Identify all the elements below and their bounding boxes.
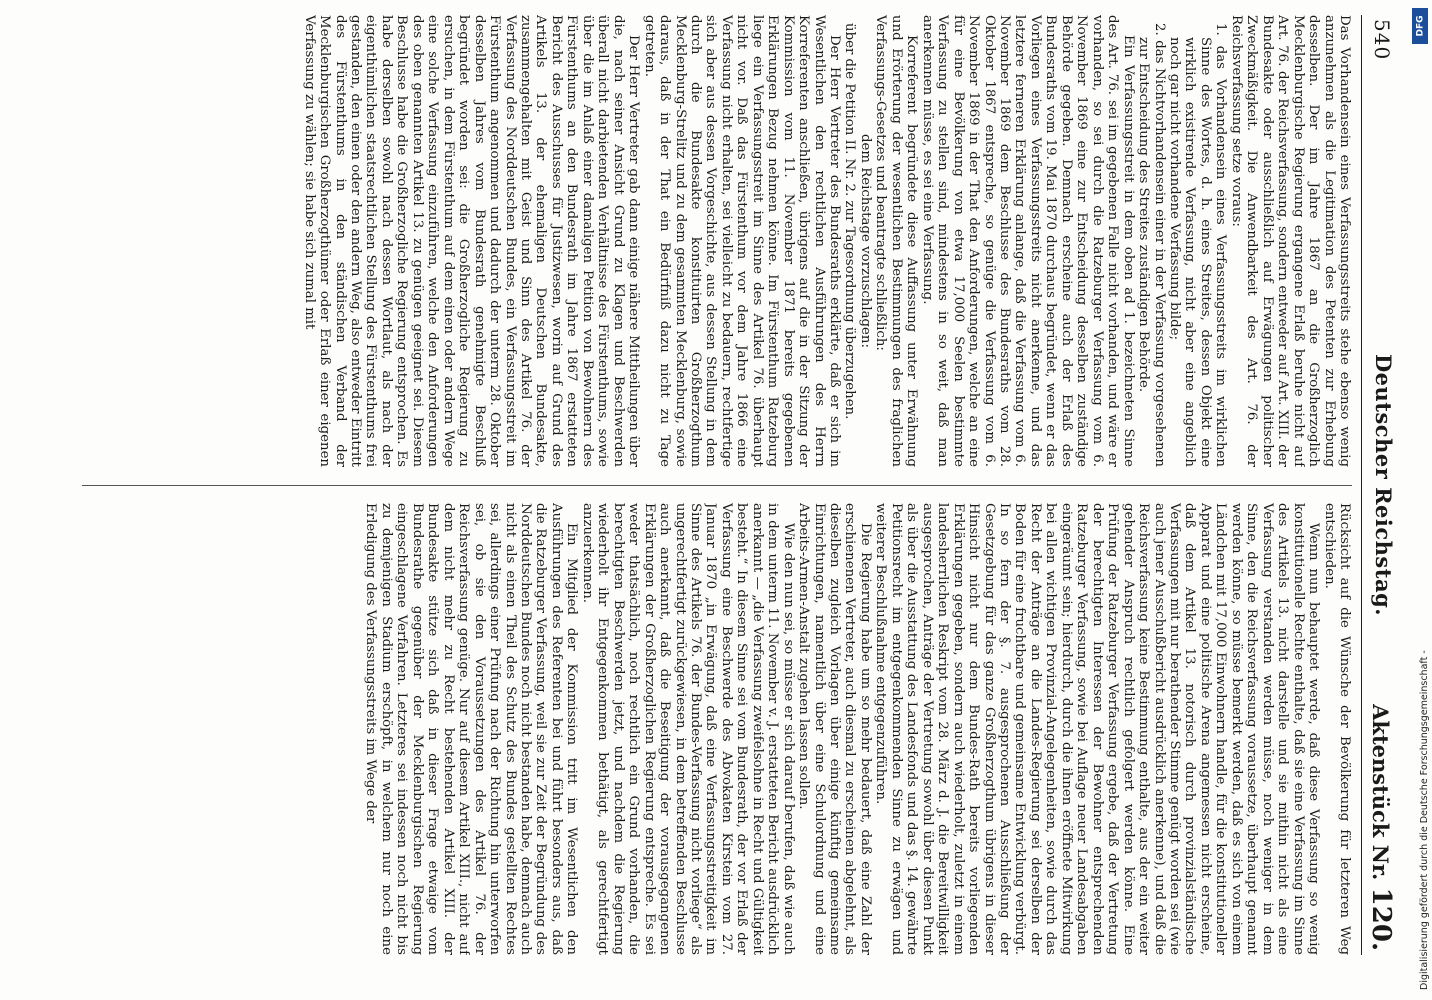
- left-text-column: [82, 15, 1352, 467]
- column-divider: [82, 485, 1352, 486]
- paragraph: Korreferent begründete diese Auffassung unter Erwähnung und Erörterung der wesentlichen Bestimmungen des fraglichen Verfassungs-Gesetzes und beantragte schließlich:: [873, 15, 920, 467]
- digitization-credit: Digitalisierung gefördert durch die Deutsche Forschungsgemeinschaft -: [1419, 650, 1430, 990]
- paragraph: Wenn nun behauptet werde, daß diese Verfassung so wenig konstitutionelle Rechte enthalte, daß sie eine Verfassung im Sinne des Artikels 13. nicht darstelle und sie mithin nicht als eine Verfassung verstanden werden müsse, noch weniger in dem Sinne, den die Reichsverfassung voraussetze, überhaupt genannt werden könne, so müsse bemerkt werden, daß es sich von einem Ländchen mit 17,000 Einwohnern handle, für die konstitutioneller Apparat und eine politische Arena angemessen nicht erscheine, daß dem Artikel 13. notorisch durch provinzialständische Verfassungen mit nur berathender Stimme genügt worden sei (wie auch jener Ausschußbericht ausdrücklich anerkenne), und daß die Reichsverfassung keine Bestimmung enthalte, aus der ein weiter gehender Anspruch rechtlich gefolgert werden könne. Eine Prüfung der Ratzeburger Verfassung ergebe, daß der Vertretung der berechtigten Interessen der Bewohner entsprechenden Ratzeburger Verfassung, sowie bei Auflage neuer Landesabgaben eingeräumt sein; hierdurch, durch die ihnen eröffnete Mitwirkung bei allen wichtigen Provinzial-Angelegenheiten, sowie durch das Recht der Anträge an die Landes-Regierung sei derselben der Boden für eine fruchtbare und gemeinsame Entwicklung verbürgt. In so fern der §. 7. ausgesprochenen Ausschließung der Gesetzgebung für das ganze Großherzogthum übrigens in dieser Hinsicht nicht nur dem Bundes-Rath bereits vorliegenden Erklärungen gegeben, sondern auch wiederholt, zuletzt in einem landesherrlichen Reskript vom 28. März d. J. die Bereitwilligkeit ausgesprochen, Anträge der Vertretung sowohl über diesen Punkt als über die Ausstattung des Landesfonds und das §. 14. gewährte Petitionsrecht im entgegenkommenden Sinne zu erwägen und weiterer Beschlußnahme entgegenzuführen.: [873, 503, 1322, 955]
- journal-title: Deutscher Reichstag.: [1371, 353, 1396, 617]
- document-label: [1366, 704, 1396, 951]
- paragraph: Wie den nun sei, so müsse er sich darauf berufen, daß wie auch in dem unterm 11. November v. J. erstatteten Bericht ausdrücklich anerkannt — „die Verfassung zweifelsohne in Recht und Gültigkeit besteht.“ In diesem Sinne sei vom Bundesrath, der vor Erlaß der Verfassung eine Beschwerde des Abvokaten Kirstein vom 27. Januar 1870 „in Erwägung, daß eine Verfassungsstreitigkeit im Sinne des Artikels 76. der Bundes-Verfassung nicht vorliege“ als ungerechtfertigt zurückgewiesen, in dem betreffenden Beschlusse auch anerkannt, daß die Beseitigung der vorausgegangenen Erklärungen der Großherzoglichen Regierung entspreche. Es sei weder thatsächlich, noch rechtlich ein Grund vorhanden, die berechtigten Beschwerden jetzt, und nachdem die Regierung wiederholt ihr Entgegenkommen bethätigt, als gerechtfertigt anzuerkennen.: [579, 503, 796, 955]
- dfg-logo: [1412, 8, 1428, 44]
- list-item: über die Petition II. Nr. 2. zur Tagesordnung überzugehen.: [842, 23, 858, 420]
- paragraph: Rücksicht auf die Wünsche der Bevölkerung für letzteren Weg entschieden.: [1321, 503, 1352, 955]
- document-label-text: Aktenstück Nr.: [1368, 704, 1393, 881]
- right-text-column: [82, 503, 1352, 955]
- page-header: [1361, 15, 1402, 955]
- paragraph: Ein Verfassungsstreit in dem oben ad 1. bezeichneten Sinne des Art. 76. sei im gegebenen Falle nicht vorhanden, und wäre er vorhanden, so sei durch die Ratzeburger Verfassung vom 6. November 1869 eine zur Entscheidung desselben zuständige Behörde gegeben. Demnach erscheine auch der Erlaß des Bundesraths vom 19. Mai 1870 durchaus begründet, wenn er das Vorliegen eines Verfassungsstreits nicht anerkenne, und das letztere ferneren Erklärung anlange, daß die Verfassung vom 6. November 1869 dem Beschlusse des Bundesraths vom 28. Oktober 1867 entspreche, so genüge die Verfassung vom 6. November 1869 in der That den Anforderungen, welche an eine für eine Bevölkerung von etwa 17,000 Seelen bestimmte Verfassung zu stellen sind, mindestens in so weit, daß man anerkennen müsse, es sei eine Verfassung.: [919, 15, 1136, 467]
- paragraph: Der Herr Vertreter gab dann einige nähere Mittheilungen über die, nach seiner Ansicht Grund zu Klagen und Beschwerden überall nicht darbietenden Verhältnisse des Fürstenthums, sowie über die im Anlaß einer damaligen Petition von Bewohnern des Fürstenthums an den Bundesrath im Jahre 1867 erstatteten Bericht des Ausschusses für Justizwesen, worin auf Grund des Artikels 13. der ehemaligen Deutschen Bundesakte, zusammengehalten mit Geist und Sinn des Artikel 76. der Verfassung des Norddeutschen Bundes, ein Verfassungsstreit im Fürstenthum angenommen und dadurch der unterm 28. Oktober desselben Jahres vom Bundesrath genehmigte Beschluß begründet worden sei: die Großherzogliche Regierung zu ersuchen, in dem Fürstenthum auf dem einen oder andern Wege eine solche Verfassung einzuführen, welche den Anforderungen des oben genannten Artikel 13. zu genügen geeignet sei. Diesem Beschlusse habe die Großherzogliche Regierung entsprochen. Es habe derselben sowohl nach dessen Wortlaut, als nach der eigenthümlichen staatsrechtlichen Stellung des Fürstenthums frei gestanden, den einen oder den andern Weg, also entweder Eintritt des Fürstenthums in den ständischen Verband der Mecklenburgischen Großherzogthümer oder Erlaß einer eigenen Verfassung zu wählen; sie habe sich zumal mit: [301, 15, 642, 467]
- rotated-document-page: [72, 15, 1402, 955]
- paragraph: Der Herr Vertreter des Bundesraths erklärte, daß er sich im Wesentlichen den rechtlichen Ausführungen des Herrn Korreferenten anschließen, übrigens auf die in der Sitzung der Kommission vom 11. November 1871 bereits gegebenen Erklärungen Bezug nehmen könne. Im Fürstenthum Ratzeburg liege ein Verfassungsstreit im Sinne des Artikel 76. überhaupt nicht vor. Daß das Fürstenthum vor dem Jahre 1866 eine Verfassung nicht erhalten, sei vielleicht zu bedauern, rechtfertige sich aber aus dessen Vorgeschichte, aus dessen Stellung in dem durch die Bundesakte konstituirten Großherzogthum Mecklenburg-Strelitz und zu dem gesammten Mecklenburg, sowie daraus, daß in der That ein Bedürfniß dazu nicht zu Tage getreten.: [641, 15, 843, 467]
- page-number: 540: [1370, 19, 1394, 61]
- paragraph: Das Vorhandensein eines Verfassungsstreits stehe ebenso wenig anzunehmen als die Legitimation des Petenten zur Erhebung desselben. Der im Jahre 1867 an die Großherzoglich Mecklenburgische Regierung ergangene Erlaß beruhe nicht auf Art. 76. der Reichsverfassung, sondern entweder auf Art. XIII. der Bundesakte oder ausschließlich auf Erwägungen politischer Zweckmäßigkeit. Die Anwendbarkeit des Art. 76. der Reichsverfassung setze voraus:: [1228, 15, 1352, 467]
- list-item: 1. das Vorhandensein eines Verfassungsstreits im wirklichen Sinne des Wortes, d. h. eines Streites, dessen Objekt eine wirklich existirende Verfassung, nicht aber eine angeblich noch gar nicht vorhandene Verfassung bilde;: [1167, 23, 1229, 467]
- dfg-logo-text: DFG: [1415, 15, 1426, 37]
- paragraph: Ein Mitglied der Kommission tritt im Wesentlichen den Ausführungen des Referenten bei und führt besonders aus, daß die Ratzeburger Verfassung, weil sie zur Zeit der Begründung des Norddeutschen Bundes noch nicht bestanden habe, demnach auch nicht als einen Theil des Schutz des Bundes gestellten Rechtes sei, allerdings einer Prüfung nach der Richtung hin unterworfen sei, ob sie den Voraussetzungen des Artikel 76. der Reichsverfassung genüge. Nur auf diesem Artikel XIII., nicht auf dem nicht mehr zu Recht bestehenden Artikel XIII. der Bundesakte stütze sich daß in dieser Frage etwaige vom Bundesrathe gegenüber der Mecklenburgischen Regierung eingeschlagene Verfahren. Letzteres sei indessen noch nicht bis zu demjenigen Stadium erschöpft, in welchem nur noch eine Erledigung des Verfassungsstreits im Wege der: [363, 503, 580, 955]
- list-item: 2. das Nichtvorhandensein einer in der Verfassung vorgesehenen zur Entscheidung des Streites zuständigen Behörde.: [1136, 23, 1167, 467]
- paragraph: dem Reichstage vorzuschlagen:: [857, 134, 873, 348]
- document-number: 120.: [1366, 887, 1396, 951]
- paragraph: Die Regierung habe um so mehr bedauert, daß eine Zahl der erschienenen Vertreter, auch diesmal zu erscheinen abgelehnt, als dieselben zugleich Vorlagen über einige künftig gemeinsame Einrichtungen, namentlich über eine Schulordnung und eine Arbeits-Armen-Anstalt zugehen lassen sollen.: [796, 503, 873, 955]
